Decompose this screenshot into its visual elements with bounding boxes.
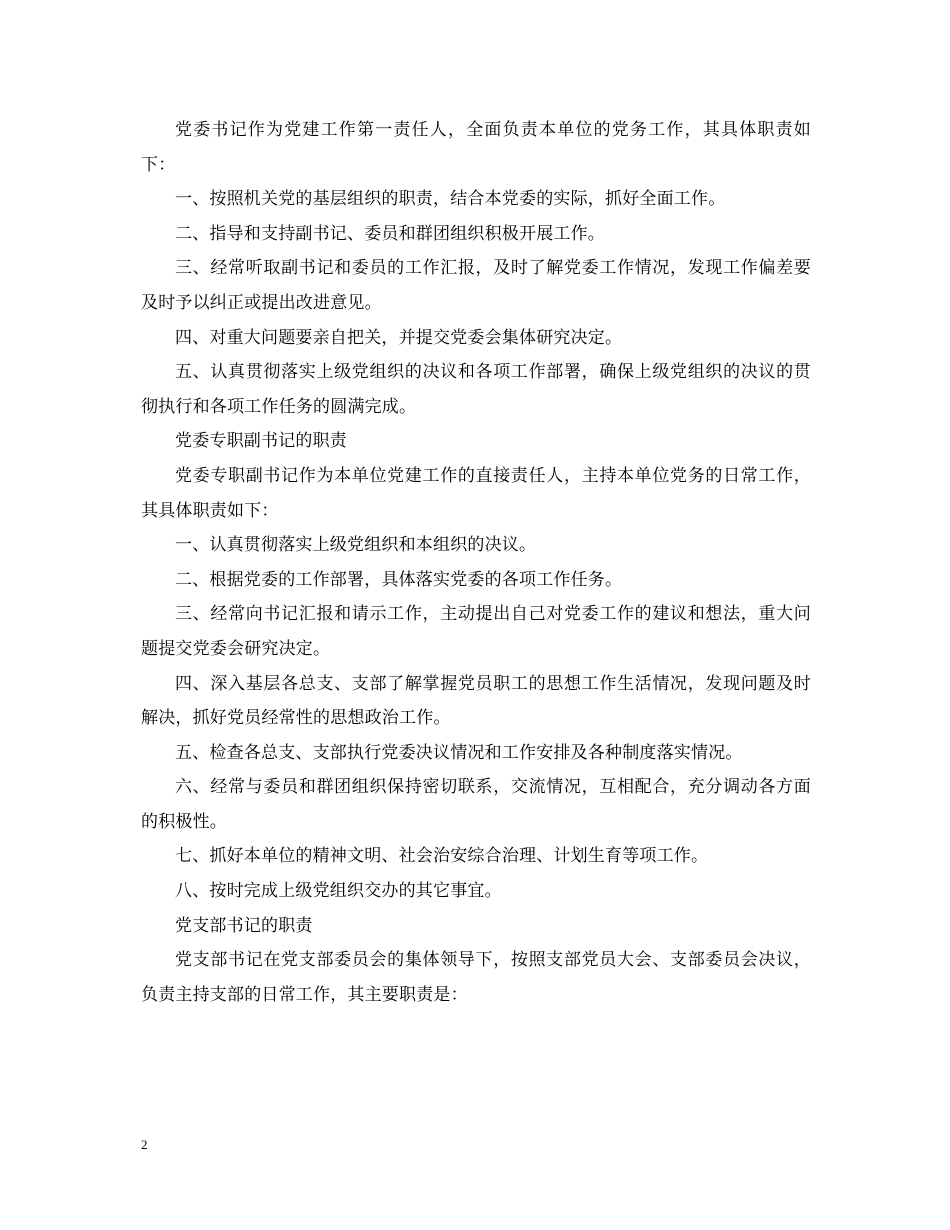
page-number: 2 <box>141 1137 148 1152</box>
paragraph-secretary-duty-1: 一、按照机关党的基层组织的职责，结合本党委的实际，抓好全面工作。 <box>175 189 726 210</box>
paragraph-deputy-duty-5: 五、检查各总支、支部执行党委决议情况和工作安排及各种制度落实情况。 <box>175 742 743 763</box>
paragraph-branch-intro: 党支部书记在党支部委员会的集体领导下，按照支部党员大会、支部委员会决议，负责主持支部的日常工作，其主要职责是： <box>141 950 811 1005</box>
paragraph-secretary-intro: 党委书记作为党建工作第一责任人，全面负责本单位的党务工作，其具体职责如下： <box>141 120 811 175</box>
section-heading-branch-secretary: 党支部书记的职责 <box>175 915 313 936</box>
paragraph-secretary-duty-5: 五、认真贯彻落实上级党组织的决议和各项工作部署，确保上级党组织的决议的贯彻执行和各项工作任务的圆满完成。 <box>141 362 811 417</box>
paragraph-deputy-duty-7: 七、抓好本单位的精神文明、社会治安综合治理、计划生育等项工作。 <box>175 846 709 867</box>
paragraph-deputy-duty-3: 三、经常向书记汇报和请示工作，主动提出自己对党委工作的建议和想法，重大问题提交党委会研究决定。 <box>141 604 811 659</box>
document-body <box>141 113 811 1012</box>
paragraph-deputy-duty-4: 四、深入基层各总支、支部了解掌握党员职工的思想工作生活情况，发现问题及时解决，抓好党员经常性的思想政治工作。 <box>141 673 811 729</box>
paragraph-deputy-duty-8: 八、按时完成上级党组织交办的其它事宜。 <box>175 881 502 902</box>
paragraph-deputy-intro: 党委专职副书记作为本单位党建工作的直接责任人，主持本单位党务的日常工作，其具体职责如下： <box>141 465 811 521</box>
paragraph-secretary-duty-4: 四、对重大问题要亲自把关，并提交党委会集体研究决定。 <box>175 327 623 348</box>
paragraph-deputy-duty-2: 二、根据党委的工作部署，具体落实党委的各项工作任务。 <box>175 569 623 590</box>
paragraph-deputy-duty-6: 六、经常与委员和群团组织保持密切联系，交流情况，互相配合，充分调动各方面的积极性。 <box>141 777 811 832</box>
section-heading-deputy-secretary: 党委专职副书记的职责 <box>175 431 347 452</box>
paragraph-deputy-duty-1: 一、认真贯彻落实上级党组织和本组织的决议。 <box>175 535 537 556</box>
paragraph-secretary-duty-3: 三、经常听取副书记和委员的工作汇报，及时了解党委工作情况，发现工作偏差要及时予以纠正或提出改进意见。 <box>141 258 811 313</box>
paragraph-secretary-duty-2: 二、指导和支持副书记、委员和群团组织积极开展工作。 <box>175 223 605 244</box>
